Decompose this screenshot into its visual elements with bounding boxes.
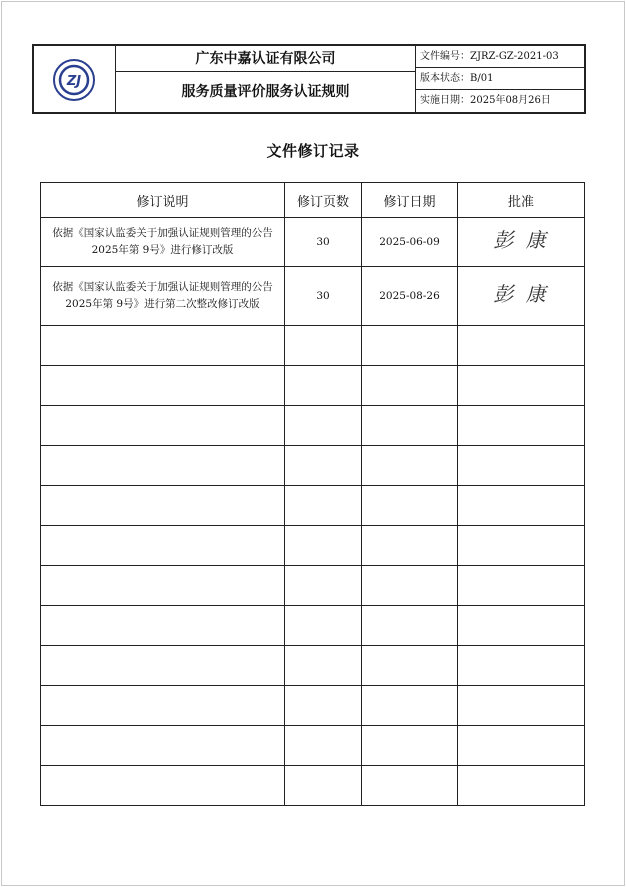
empty-cell: [362, 766, 458, 806]
table-row: [41, 218, 585, 267]
empty-row: [41, 406, 585, 446]
empty-cell: [458, 726, 585, 766]
approver-signature: [458, 218, 585, 267]
col-header-date: 修订日期: [362, 183, 458, 218]
empty-cell: [362, 326, 458, 366]
empty-cell: [362, 686, 458, 726]
empty-cell: [41, 606, 285, 646]
empty-cell: [458, 566, 585, 606]
empty-cell: [458, 526, 585, 566]
revision-table: [40, 182, 585, 806]
document-header: [32, 44, 586, 114]
section-title: 文件修订记录: [266, 142, 360, 160]
empty-cell: [285, 606, 362, 646]
empty-row: [41, 446, 585, 486]
empty-cell: [362, 406, 458, 446]
document-meta: [416, 46, 586, 112]
revision-description: 依据《国家认监委关于加强认证规则管理的公告 2025年第 9号》进行修订改版: [41, 218, 285, 267]
empty-row: [41, 566, 585, 606]
empty-cell: [362, 566, 458, 606]
empty-cell: [362, 486, 458, 526]
empty-cell: [458, 646, 585, 686]
col-header-pages: 修订页数: [285, 183, 362, 218]
revision-date: 2025-08-26: [362, 267, 458, 326]
empty-cell: [285, 526, 362, 566]
empty-cell: [41, 766, 285, 806]
logo-cell: [34, 46, 116, 112]
col-header-approval: 批准: [458, 183, 585, 218]
signature-text: 彭 康: [493, 281, 549, 306]
document-title: 服务质量评价服务认证规则: [181, 84, 350, 100]
company-name: 广东中嘉认证有限公司: [116, 46, 415, 72]
header-center: [116, 46, 416, 112]
empty-cell: [458, 766, 585, 806]
empty-cell: [285, 566, 362, 606]
empty-cell: [362, 726, 458, 766]
approver-signature: [458, 267, 585, 326]
doc-number: 文件编号：ZJRZ-GZ-2021-03: [416, 46, 586, 68]
empty-row: [41, 526, 585, 566]
empty-cell: [458, 366, 585, 406]
empty-cell: [285, 486, 362, 526]
empty-cell: [285, 446, 362, 486]
empty-cell: [458, 326, 585, 366]
table-header-row: [41, 183, 585, 218]
version-status: 版本状态：B/01: [416, 68, 586, 90]
empty-cell: [285, 726, 362, 766]
empty-cell: [458, 486, 585, 526]
empty-cell: [362, 526, 458, 566]
empty-cell: [41, 566, 285, 606]
empty-cell: [458, 406, 585, 446]
empty-row: [41, 686, 585, 726]
empty-row: [41, 486, 585, 526]
empty-cell: [41, 446, 285, 486]
empty-row: [41, 726, 585, 766]
empty-cell: [41, 406, 285, 446]
empty-cell: [458, 446, 585, 486]
effective-date: 实施日期：2025年08月26日: [420, 95, 551, 106]
empty-cell: [41, 686, 285, 726]
empty-cell: [362, 646, 458, 686]
empty-cell: [458, 606, 585, 646]
revision-pages: 30: [285, 267, 362, 326]
empty-cell: [285, 766, 362, 806]
empty-row: [41, 646, 585, 686]
empty-cell: [285, 366, 362, 406]
empty-row: [41, 766, 585, 806]
empty-cell: [285, 406, 362, 446]
empty-cell: [41, 726, 285, 766]
company-logo-icon: [52, 58, 96, 102]
empty-cell: [362, 606, 458, 646]
table-row: [41, 267, 585, 326]
empty-row: [41, 326, 585, 366]
logo-text: ZJ: [66, 74, 82, 89]
revision-date: 2025-06-09: [362, 218, 458, 267]
empty-row: [41, 366, 585, 406]
empty-cell: [362, 446, 458, 486]
revision-description: 依据《国家认监委关于加强认证规则管理的公告 2025年第 9号》进行第二次整改修订改版: [41, 267, 285, 326]
revision-pages: 30: [285, 218, 362, 267]
empty-row: [41, 606, 585, 646]
empty-cell: [285, 326, 362, 366]
empty-cell: [362, 366, 458, 406]
signature-text: 彭 康: [493, 227, 549, 252]
empty-cell: [458, 686, 585, 726]
empty-cell: [41, 366, 285, 406]
empty-cell: [41, 646, 285, 686]
empty-cell: [285, 646, 362, 686]
col-header-description: 修订说明: [41, 183, 285, 218]
empty-cell: [285, 686, 362, 726]
empty-cell: [41, 526, 285, 566]
empty-cell: [41, 486, 285, 526]
empty-cell: [41, 326, 285, 366]
